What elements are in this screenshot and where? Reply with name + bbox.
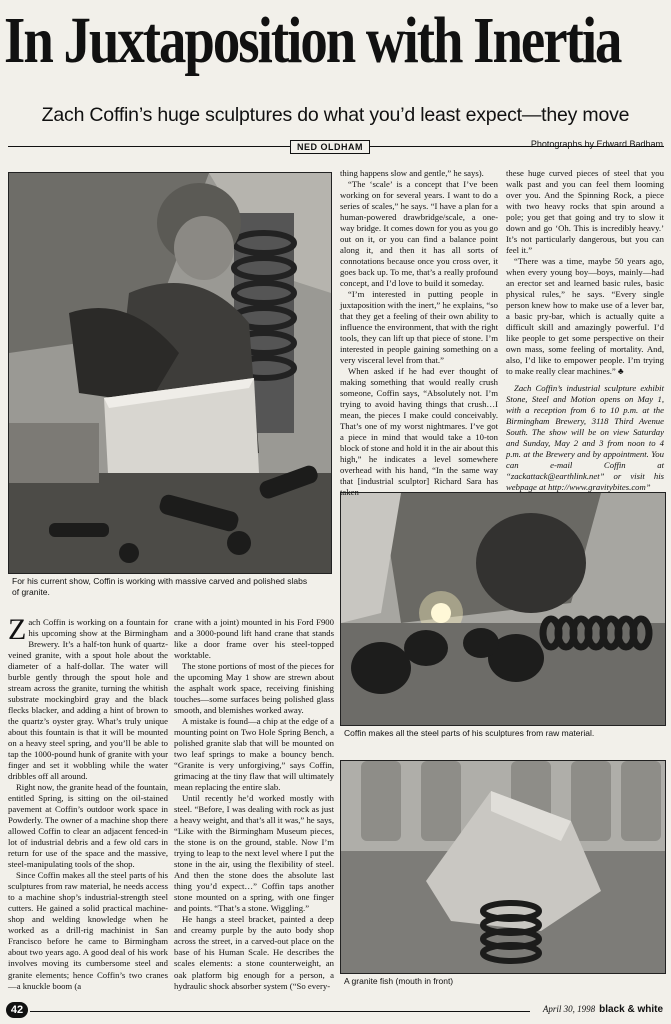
publication-name: black & white <box>599 1004 663 1015</box>
caption-photo1: For his current show, Coffin is working with massive carved and polished slabs of granite. <box>12 576 308 597</box>
headline: In Juxtaposition with Inertia <box>4 4 621 77</box>
article-column-2 <box>174 617 334 992</box>
caption-photo3: A granite fish (mouth in front) <box>344 976 454 986</box>
byline: NED OLDHAM <box>290 140 370 154</box>
photo3-illustration <box>341 761 665 973</box>
col1-para3: Since Coffin makes all the steel parts of his sculptures from raw material, he needs access to a machine shop’s industrial-strength steel cutters. He gained a solid practical machine-shop and welding knowledge when he worked as a drill-rig machinist in San Francisco before he came to Birmingham about two years ago. A good deal of his work involves moving its cumbersome steel and granite elements; hence Coffin’s two cranes—a knuckle boom (a <box>8 870 168 991</box>
article-column-4 <box>506 168 664 493</box>
photo-credit: Photographs by Edward Badham <box>530 139 663 149</box>
col3-para2: “The ‘scale’ is a concept that I’ve been working on for several years. I want to do a series of scales,” he says. “I have a plan for a human-powered drawbridge/scale, a one-way bridge. It comes down for you as you go out on it, or you can find a balance point along it, and then it has all sorts of connotations because once you cross over, it goes back up. To me, that’s a really profound concept, and I’d love to build it someday. <box>340 179 498 289</box>
photo2-illustration <box>341 493 665 725</box>
subheadline: Zach Coffin’s huge sculptures do what you’d least expect—they move <box>41 104 630 126</box>
col3-para1: thing happens slow and gentle,” he says). <box>340 168 484 178</box>
col1-para2: Right now, the granite head of the fountain, entitled Spring, is sitting on the oil-stained pavement at Coffin’s outdoor work space in Powderly. The owner of a machine shop there allowed Coffin to clear an adjacent fenced-in lot of industrial debris and a few old cars in return for use of the space and the massive, steel-manipulating tools of the shop. <box>8 782 168 870</box>
col1-para1: Zach Coffin is working on a fountain for his upcoming show at the Birmingham Brewery. It’s a half-ton hunk of quartz-veined granite, with a spout hole about the diameter of a half-dollar. The water will burble gently through the spout hole and stream across the granite, turning the whitish substrate mockingbird gray and the black flecks blacker, and adding a hint of brown to the quartz’s oyster gray. What’s truly unique about this fountain is that it will be mounted on a heavy steel spring, and you’ll be able to tap the 1000-pound hunk of granite with your finger and set it wobbling while the water dribbles off all around. <box>8 613 168 782</box>
article-column-1 <box>8 613 168 992</box>
col4-para2: “There was a time, maybe 50 years ago, when every young boy—boys, mainly—had an erector set and learned basic rules, basic physical rules,” he says. “Every single person knew how to make use of a lever bar, a basic pry-bar, which is actually quite a difficult skill and amazingly powerful. I’d like people to get some perspective on their own mass, some feeling of mortality. And, also, I’d like to empower people. I’m trying to make really clear machines.” ♣ <box>506 256 664 377</box>
caption-photo2: Coffin makes all the steel parts of his sculptures from raw material. <box>344 728 595 738</box>
col4-para3: Zach Coffin’s industrial sculpture exhibit Stone, Steel and Motion opens on May 1, with a reception from 6 to 10 p.m. at the Birmingham Brewery, 3118 Third Avenue South. The show will be on view Saturday and Sunday, May 2 and 3 from noon to 4 p.m. at the Brewery and by appointment. You can e-mail Coffin at “zackattack@earthlink.net” or visit his webpage at http://www.gravitybites.com” <box>506 383 664 493</box>
col3-para4: When asked if he had ever thought of making something that would really crush someone, Coffin says, “Absolutely not. I’m trying to avoid having things that crush…I mean, the pieces I make could conceivably. That’s one of my worst nightmares. I’ve got a piece in mind that would take a 10-ton block of stone and hold it in the air about this high,” he indicates a level somewhere overhead with his hand, “In the same way that [industrial sculptor] Richard Sara has taken <box>340 366 498 498</box>
photo1-illustration <box>9 173 331 573</box>
footer-rule <box>30 1011 530 1012</box>
footer-dateline: April 30, 1998 black & white <box>542 1004 663 1015</box>
photo-granite-fish <box>340 760 666 974</box>
col2-para4: Until recently he’d worked mostly with steel. “Before, I was dealing with rock as just a heavy weight, and that’s all it was,” he says, “Like with the Birmingham Museum pieces, the stone is on the ground, stable. Now I’m trying to leap to the next level where I put the stone in the air, using the flexibility of steel. And then the stone does the absolute last thing you’d expect…” Coffin taps another stone mounted on a spring, with one finger and points. “That’s a stone. Wiggling.” <box>174 793 334 914</box>
col2-para1: crane with a joint) mounted in his Ford F900 and a 3000-pound lift hand crane that stands like a door frame over his steel-topped worktable. <box>174 617 334 661</box>
col4-para1: these huge curved pieces of steel that you walk past and you can feel them looming over you. And the Spinning Rock, a piece with two heavy rocks that spin around a pole; you get that going and try to slow it down and go ‘Oh. This is incredibly heavy.’ It’s not particularly dangerous, but you can feel it.” <box>506 168 664 256</box>
col2-para5: He hangs a steel bracket, painted a deep and creamy purple by the auto body shop across the street, in a carved-out place on the base of his Human Scale. He describes the scales elements: a stone counterweight, an oak platform big enough for a person, a hydraulic shock absorber system (“So every- <box>174 914 334 991</box>
col2-para3: A mistake is found—a chip at the edge of a mounting point on Two Hole Spring Bench, a polished granite slab that will be mounted on two leaf springs to make a bouncy bench. “Granite is very unforgiving,” says Coffin, grimacing at the tiny flaw that will ultimately mean replacing the entire slab. <box>174 716 334 793</box>
article-column-3 <box>340 168 498 498</box>
col3-para3: “I’m interested in putting people in juxtaposition with the inert,” he explains, “so that they get a feeling of their own ability to influence the environment, that with the right tools, they can lift up that piece of stone. I’m interested in people gaining something on a very visceral level from that.” <box>340 289 498 366</box>
col2-para2: The stone portions of most of the pieces for the upcoming May 1 show are strewn about the asphalt work space, receiving finishing touches—some surfaces being polished glass smooth, and blemishes worked away. <box>174 661 334 716</box>
drop-cap: Z <box>8 613 27 646</box>
photo-sculptor-carving-granite <box>8 172 332 574</box>
photo-steel-parts <box>340 492 666 726</box>
page-number: 42 <box>6 1002 28 1018</box>
